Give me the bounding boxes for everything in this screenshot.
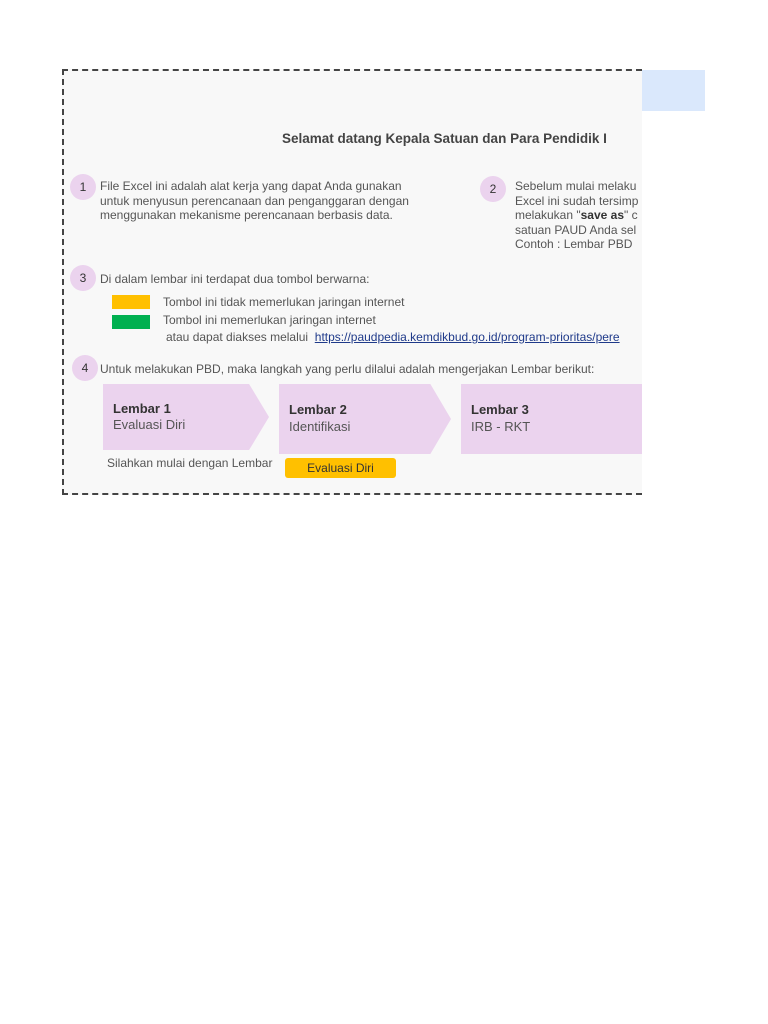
paudpedia-link[interactable]: https://paudpedia.kemdikbud.go.id/program-prioritas/pere: [314, 330, 620, 344]
item-2-line: satuan PAUD Anda sel: [515, 222, 637, 237]
item-3-intro: Di dalam lembar ini terdapat dua tombol berwarna:: [100, 272, 370, 286]
item-1-line: untuk menyusun perencanaan dan penganggaran dengan: [100, 193, 409, 208]
lembar-2-title: Lembar 2: [289, 402, 347, 417]
offline-button-swatch: [112, 295, 150, 309]
item-1-line: menggunakan mekanisme perencanaan berbasis data.: [100, 208, 393, 222]
welcome-heading: Selamat datang Kepala Satuan dan Para Pendidik I: [282, 131, 607, 146]
item-2-line: [515, 208, 638, 223]
lembar-1-subtitle: Evaluasi Diri: [113, 417, 186, 432]
step-number-badge-1: 1: [70, 174, 96, 200]
lembar-3-subtitle: IRB - RKT: [471, 419, 531, 434]
lembar-1-title: Lembar 1: [113, 401, 171, 416]
item-4-intro: Untuk melakukan PBD, maka langkah yang perlu dilalui adalah mengerjakan Lembar berikut:: [100, 362, 595, 376]
item-1-text: [100, 179, 409, 223]
evaluasi-diri-button[interactable]: Evaluasi Diri: [285, 458, 396, 478]
item-2-line: Excel ini sudah tersimp: [515, 193, 639, 208]
online-button-description: Tombol ini memerlukan jaringan internet: [163, 313, 376, 327]
start-prompt: Silahkan mulai dengan Lembar: [107, 456, 273, 470]
item-2-line-part: melakukan ": [515, 208, 581, 222]
lembar-2-subtitle: Identifikasi: [289, 419, 351, 434]
step-number-badge-4: 4: [72, 355, 98, 381]
online-access-text: atau dapat diakses melalui: [166, 330, 309, 344]
online-access-line: [166, 330, 620, 345]
item-2-line: Contoh : Lembar PBD: [515, 237, 633, 251]
item-2-line-part: " c: [624, 208, 638, 222]
online-button-swatch: [112, 315, 150, 329]
item-1-line: File Excel ini adalah alat kerja yang dapat Anda gunakan: [100, 179, 402, 193]
step-number-badge-3: 3: [70, 265, 96, 291]
offline-button-description: Tombol ini tidak memerlukan jaringan internet: [163, 295, 405, 309]
readme-frame: [62, 69, 642, 495]
save-as-emphasis: save as: [580, 208, 625, 222]
step-number-badge-2: 2: [480, 176, 506, 202]
lembar-3-title: Lembar 3: [471, 402, 529, 417]
item-2-text: [515, 179, 638, 252]
item-2-line: Sebelum mulai melaku: [515, 179, 637, 193]
